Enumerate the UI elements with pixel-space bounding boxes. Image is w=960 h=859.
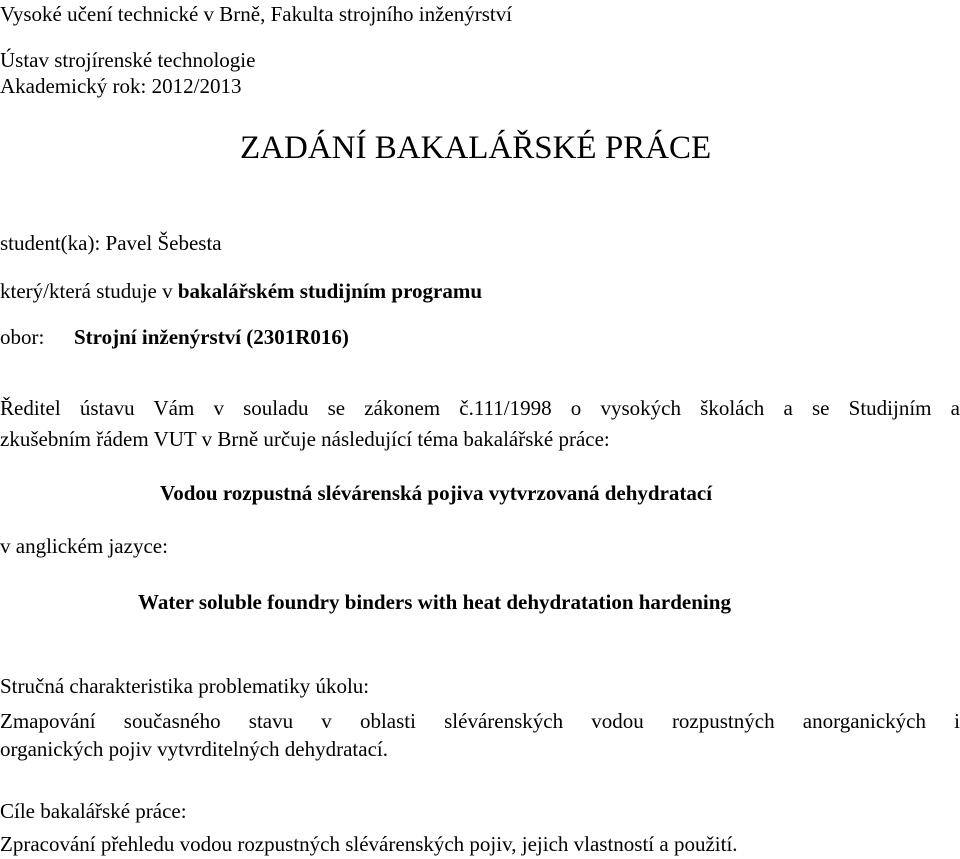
program-name: bakalářském studijním programu (177, 279, 483, 303)
university-name: Vysoké učení technické v Brně, Fakulta strojního inženýrství (0, 2, 513, 26)
field-label: obor: (0, 325, 45, 349)
intro-line-1: Ředitel ústavu Vám v souladu se zákonem č.111/1998 o vysokých školách a se Studijním a (0, 396, 960, 420)
student-line: student(ka): Pavel Šebesta (0, 231, 222, 255)
program-line (0, 279, 482, 303)
academic-year: Akademický rok: 2012/2013 (0, 74, 242, 98)
topic-english-label: v anglickém jazyce: (0, 534, 168, 558)
characteristics-line-2: organických pojiv vytvrditelných dehydratací. (0, 737, 388, 761)
topic-english: Water soluble foundry binders with heat dehydratation hardening (138, 590, 731, 614)
field-line (0, 325, 349, 349)
page-title: ZADÁNÍ BAKALÁŘSKÉ PRÁCE (240, 130, 712, 166)
characteristics-line-1: Zmapování současného stavu v oblasti slévárenských vodou rozpustných anorganických i (0, 709, 960, 733)
program-prefix: který/která studuje v (0, 279, 178, 303)
goals-label: Cíle bakalářské práce: (0, 799, 187, 823)
field-name: Strojní inženýrství (2301R016) (74, 325, 349, 349)
institute-name: Ústav strojírenské technologie (0, 48, 256, 72)
intro-line-2: zkušebním řádem VUT v Brně určuje následující téma bakalářské práce: (0, 427, 610, 451)
goals-text: Zpracování přehledu vodou rozpustných slévárenských pojiv, jejich vlastností a použití. (0, 832, 738, 856)
topic-czech: Vodou rozpustná slévárenská pojiva vytvrzovaná dehydratací (160, 481, 713, 505)
characteristics-label: Stručná charakteristika problematiky úkolu: (0, 674, 370, 698)
